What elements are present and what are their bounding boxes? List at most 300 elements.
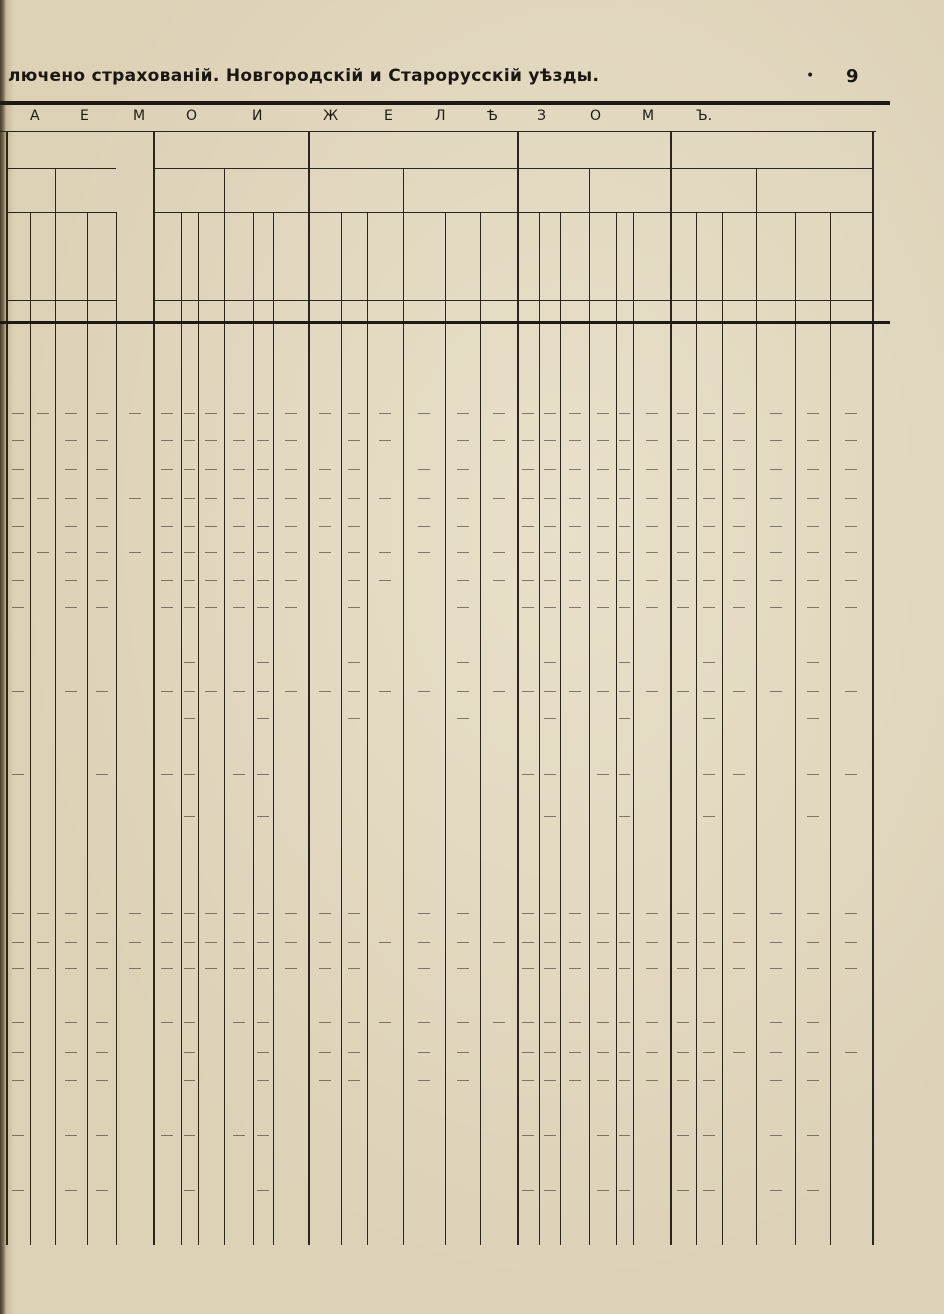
empty-dash bbox=[544, 913, 556, 914]
column-rule bbox=[445, 212, 446, 1245]
empty-dash bbox=[12, 942, 24, 943]
empty-dash bbox=[96, 774, 108, 775]
empty-dash bbox=[597, 968, 609, 969]
empty-dash bbox=[677, 552, 689, 553]
column-rule bbox=[539, 212, 540, 1245]
empty-dash bbox=[348, 580, 360, 581]
empty-dash bbox=[845, 580, 857, 581]
column-rule bbox=[341, 212, 342, 1245]
empty-dash bbox=[522, 913, 534, 914]
empty-dash bbox=[619, 440, 630, 441]
empty-dash bbox=[544, 1052, 556, 1053]
empty-dash bbox=[619, 942, 630, 943]
empty-dash bbox=[96, 552, 108, 553]
empty-dash bbox=[285, 691, 297, 692]
empty-dash bbox=[619, 1135, 630, 1136]
empty-dash bbox=[161, 691, 173, 692]
empty-dash bbox=[379, 580, 391, 581]
empty-dash bbox=[285, 552, 297, 553]
empty-dash bbox=[733, 498, 745, 499]
empty-dash bbox=[418, 1080, 430, 1081]
empty-dash bbox=[12, 607, 24, 608]
empty-dash bbox=[619, 1080, 630, 1081]
empty-dash bbox=[233, 774, 245, 775]
empty-dash bbox=[703, 691, 715, 692]
empty-dash bbox=[233, 552, 245, 553]
empty-dash bbox=[184, 1052, 195, 1053]
empty-dash bbox=[348, 691, 360, 692]
empty-dash bbox=[96, 1052, 108, 1053]
empty-dash bbox=[257, 691, 269, 692]
empty-dash bbox=[319, 1052, 331, 1053]
group-rule bbox=[517, 168, 670, 169]
empty-dash bbox=[569, 498, 581, 499]
column-rule bbox=[253, 212, 254, 1245]
empty-dash bbox=[569, 607, 581, 608]
empty-dash bbox=[257, 1135, 269, 1136]
empty-dash bbox=[646, 968, 658, 969]
empty-dash bbox=[12, 1135, 24, 1136]
empty-dash bbox=[703, 1190, 715, 1191]
empty-dash bbox=[845, 774, 857, 775]
empty-dash bbox=[619, 607, 630, 608]
empty-dash bbox=[418, 469, 430, 470]
label-bottom-rule bbox=[308, 300, 517, 301]
subgroup-rule bbox=[224, 168, 225, 1245]
empty-dash bbox=[457, 580, 469, 581]
empty-dash bbox=[807, 498, 819, 499]
empty-dash bbox=[233, 469, 245, 470]
empty-dash bbox=[184, 691, 195, 692]
empty-dash bbox=[770, 968, 782, 969]
empty-dash bbox=[646, 552, 658, 553]
spread-letter: Ѣ bbox=[487, 108, 498, 124]
empty-dash bbox=[418, 1052, 430, 1053]
empty-dash bbox=[205, 580, 217, 581]
empty-dash bbox=[544, 718, 556, 719]
empty-dash bbox=[65, 1080, 77, 1081]
empty-dash bbox=[233, 1022, 245, 1023]
empty-dash bbox=[161, 1135, 173, 1136]
empty-dash bbox=[129, 498, 141, 499]
empty-dash bbox=[161, 498, 173, 499]
empty-dash bbox=[233, 968, 245, 969]
empty-dash bbox=[65, 580, 77, 581]
empty-dash bbox=[12, 691, 24, 692]
empty-dash bbox=[544, 526, 556, 527]
empty-dash bbox=[12, 1080, 24, 1081]
empty-dash bbox=[703, 1135, 715, 1136]
empty-dash bbox=[285, 968, 297, 969]
empty-dash bbox=[493, 580, 505, 581]
spread-heading bbox=[0, 108, 730, 130]
empty-dash bbox=[129, 413, 141, 414]
subgroup-rule bbox=[756, 168, 757, 1245]
empty-dash bbox=[418, 526, 430, 527]
empty-dash bbox=[677, 942, 689, 943]
empty-dash bbox=[65, 691, 77, 692]
empty-dash bbox=[379, 691, 391, 692]
empty-dash bbox=[96, 968, 108, 969]
empty-dash bbox=[493, 552, 505, 553]
empty-dash bbox=[257, 718, 269, 719]
empty-dash bbox=[96, 1080, 108, 1081]
empty-dash bbox=[257, 1022, 269, 1023]
empty-dash bbox=[646, 413, 658, 414]
empty-dash bbox=[348, 526, 360, 527]
empty-dash bbox=[457, 552, 469, 553]
empty-dash bbox=[677, 1022, 689, 1023]
empty-dash bbox=[544, 580, 556, 581]
empty-dash bbox=[233, 498, 245, 499]
empty-dash bbox=[205, 498, 217, 499]
empty-dash bbox=[619, 580, 630, 581]
empty-dash bbox=[12, 1190, 24, 1191]
empty-dash bbox=[703, 942, 715, 943]
empty-dash bbox=[348, 413, 360, 414]
empty-dash bbox=[646, 942, 658, 943]
empty-dash bbox=[770, 691, 782, 692]
spread-letter: О bbox=[590, 108, 602, 124]
empty-dash bbox=[703, 1052, 715, 1053]
empty-dash bbox=[807, 913, 819, 914]
empty-dash bbox=[845, 607, 857, 608]
empty-dash bbox=[12, 774, 24, 775]
empty-dash bbox=[379, 942, 391, 943]
empty-dash bbox=[807, 1052, 819, 1053]
spread-letter: М bbox=[642, 108, 655, 124]
empty-dash bbox=[770, 1052, 782, 1053]
empty-dash bbox=[418, 498, 430, 499]
empty-dash bbox=[770, 1190, 782, 1191]
empty-dash bbox=[646, 526, 658, 527]
column-rule bbox=[6, 131, 8, 1245]
empty-dash bbox=[619, 498, 630, 499]
empty-dash bbox=[96, 1022, 108, 1023]
empty-dash bbox=[770, 1135, 782, 1136]
empty-dash bbox=[65, 942, 77, 943]
column-rule bbox=[830, 212, 831, 1245]
column-rule bbox=[153, 131, 155, 1245]
empty-dash bbox=[379, 413, 391, 414]
empty-dash bbox=[457, 607, 469, 608]
empty-dash bbox=[619, 552, 630, 553]
empty-dash bbox=[703, 774, 715, 775]
empty-dash bbox=[96, 913, 108, 914]
empty-dash bbox=[807, 662, 819, 663]
column-rule bbox=[560, 212, 561, 1245]
empty-dash bbox=[161, 413, 173, 414]
group-rule bbox=[670, 168, 872, 169]
empty-dash bbox=[457, 1080, 469, 1081]
empty-dash bbox=[493, 440, 505, 441]
empty-dash bbox=[184, 718, 195, 719]
empty-dash bbox=[319, 968, 331, 969]
ink-dot: • bbox=[806, 68, 815, 84]
empty-dash bbox=[522, 774, 534, 775]
empty-dash bbox=[457, 913, 469, 914]
empty-dash bbox=[845, 469, 857, 470]
empty-dash bbox=[703, 413, 715, 414]
empty-dash bbox=[257, 440, 269, 441]
empty-dash bbox=[677, 968, 689, 969]
empty-dash bbox=[184, 1135, 195, 1136]
empty-dash bbox=[12, 552, 24, 553]
empty-dash bbox=[348, 552, 360, 553]
empty-dash bbox=[257, 913, 269, 914]
empty-dash bbox=[522, 1080, 534, 1081]
empty-dash bbox=[807, 413, 819, 414]
empty-dash bbox=[569, 552, 581, 553]
empty-dash bbox=[37, 913, 49, 914]
empty-dash bbox=[233, 580, 245, 581]
empty-dash bbox=[703, 552, 715, 553]
empty-dash bbox=[807, 774, 819, 775]
empty-dash bbox=[522, 691, 534, 692]
empty-dash bbox=[807, 942, 819, 943]
empty-dash bbox=[845, 498, 857, 499]
empty-dash bbox=[597, 942, 609, 943]
column-rule bbox=[87, 212, 88, 1245]
subgroup-bottom-rule bbox=[517, 212, 670, 213]
subgroup-rule bbox=[55, 168, 56, 1245]
empty-dash bbox=[457, 1022, 469, 1023]
empty-dash bbox=[161, 552, 173, 553]
empty-dash bbox=[161, 968, 173, 969]
empty-dash bbox=[845, 526, 857, 527]
empty-dash bbox=[418, 552, 430, 553]
empty-dash bbox=[257, 662, 269, 663]
empty-dash bbox=[205, 607, 217, 608]
empty-dash bbox=[544, 691, 556, 692]
empty-dash bbox=[807, 1190, 819, 1191]
empty-dash bbox=[619, 718, 630, 719]
empty-dash bbox=[257, 552, 269, 553]
empty-dash bbox=[319, 413, 331, 414]
empty-dash bbox=[807, 580, 819, 581]
empty-dash bbox=[285, 413, 297, 414]
empty-dash bbox=[569, 1080, 581, 1081]
empty-dash bbox=[544, 942, 556, 943]
empty-dash bbox=[257, 816, 269, 817]
empty-dash bbox=[65, 1022, 77, 1023]
empty-dash bbox=[418, 413, 430, 414]
empty-dash bbox=[161, 607, 173, 608]
empty-dash bbox=[257, 526, 269, 527]
column-rule bbox=[696, 212, 697, 1245]
empty-dash bbox=[418, 691, 430, 692]
empty-dash bbox=[184, 774, 195, 775]
empty-dash bbox=[807, 1022, 819, 1023]
empty-dash bbox=[807, 968, 819, 969]
empty-dash bbox=[319, 942, 331, 943]
column-rule bbox=[367, 212, 368, 1245]
empty-dash bbox=[319, 552, 331, 553]
empty-dash bbox=[544, 413, 556, 414]
empty-dash bbox=[205, 942, 217, 943]
empty-dash bbox=[257, 1080, 269, 1081]
empty-dash bbox=[348, 469, 360, 470]
empty-dash bbox=[770, 580, 782, 581]
empty-dash bbox=[205, 968, 217, 969]
empty-dash bbox=[348, 440, 360, 441]
subgroup-bottom-rule bbox=[153, 212, 308, 213]
empty-dash bbox=[12, 968, 24, 969]
empty-dash bbox=[285, 469, 297, 470]
empty-dash bbox=[184, 469, 195, 470]
empty-dash bbox=[37, 942, 49, 943]
empty-dash bbox=[418, 968, 430, 969]
empty-dash bbox=[65, 607, 77, 608]
empty-dash bbox=[348, 662, 360, 663]
empty-dash bbox=[161, 469, 173, 470]
empty-dash bbox=[807, 691, 819, 692]
empty-dash bbox=[184, 1190, 195, 1191]
spread-letter: Ъ. bbox=[696, 108, 713, 124]
empty-dash bbox=[184, 942, 195, 943]
empty-dash bbox=[703, 1080, 715, 1081]
empty-dash bbox=[65, 413, 77, 414]
empty-dash bbox=[348, 1080, 360, 1081]
empty-dash bbox=[457, 413, 469, 414]
empty-dash bbox=[770, 913, 782, 914]
empty-dash bbox=[319, 691, 331, 692]
spread-letter: Ж bbox=[323, 108, 339, 124]
spread-letter: Е bbox=[384, 108, 393, 124]
empty-dash bbox=[807, 816, 819, 817]
empty-dash bbox=[348, 718, 360, 719]
empty-dash bbox=[184, 413, 195, 414]
empty-dash bbox=[379, 1022, 391, 1023]
empty-dash bbox=[703, 440, 715, 441]
empty-dash bbox=[569, 413, 581, 414]
empty-dash bbox=[733, 526, 745, 527]
empty-dash bbox=[257, 607, 269, 608]
empty-dash bbox=[12, 469, 24, 470]
empty-dash bbox=[807, 1080, 819, 1081]
empty-dash bbox=[770, 1022, 782, 1023]
empty-dash bbox=[205, 413, 217, 414]
empty-dash bbox=[37, 498, 49, 499]
empty-dash bbox=[129, 968, 141, 969]
label-bottom-rule bbox=[517, 300, 670, 301]
empty-dash bbox=[65, 968, 77, 969]
column-rule bbox=[872, 131, 874, 1245]
empty-dash bbox=[205, 526, 217, 527]
empty-dash bbox=[597, 413, 609, 414]
empty-dash bbox=[96, 498, 108, 499]
empty-dash bbox=[233, 440, 245, 441]
empty-dash bbox=[96, 469, 108, 470]
empty-dash bbox=[348, 607, 360, 608]
empty-dash bbox=[96, 413, 108, 414]
empty-dash bbox=[619, 469, 630, 470]
empty-dash bbox=[677, 691, 689, 692]
empty-dash bbox=[733, 413, 745, 414]
empty-dash bbox=[257, 1190, 269, 1191]
empty-dash bbox=[457, 691, 469, 692]
empty-dash bbox=[65, 552, 77, 553]
empty-dash bbox=[619, 526, 630, 527]
spread-letter: Л bbox=[435, 108, 446, 124]
empty-dash bbox=[184, 552, 195, 553]
empty-dash bbox=[597, 526, 609, 527]
empty-dash bbox=[233, 413, 245, 414]
empty-dash bbox=[597, 552, 609, 553]
empty-dash bbox=[522, 580, 534, 581]
empty-dash bbox=[845, 440, 857, 441]
empty-dash bbox=[12, 498, 24, 499]
empty-dash bbox=[96, 1135, 108, 1136]
column-rule bbox=[795, 212, 796, 1245]
empty-dash bbox=[184, 913, 195, 914]
empty-dash bbox=[457, 1052, 469, 1053]
empty-dash bbox=[522, 1052, 534, 1053]
empty-dash bbox=[703, 469, 715, 470]
empty-dash bbox=[285, 440, 297, 441]
empty-dash bbox=[12, 913, 24, 914]
empty-dash bbox=[597, 1190, 609, 1191]
subgroup-rule bbox=[403, 168, 404, 1245]
empty-dash bbox=[733, 913, 745, 914]
empty-dash bbox=[96, 1190, 108, 1191]
empty-dash bbox=[161, 913, 173, 914]
empty-dash bbox=[569, 526, 581, 527]
empty-dash bbox=[770, 413, 782, 414]
empty-dash bbox=[569, 440, 581, 441]
empty-dash bbox=[37, 552, 49, 553]
empty-dash bbox=[379, 498, 391, 499]
empty-dash bbox=[703, 1022, 715, 1023]
empty-dash bbox=[597, 607, 609, 608]
empty-dash bbox=[493, 691, 505, 692]
empty-dash bbox=[569, 691, 581, 692]
empty-dash bbox=[544, 968, 556, 969]
empty-dash bbox=[544, 469, 556, 470]
empty-dash bbox=[233, 526, 245, 527]
column-rule bbox=[198, 212, 199, 1245]
empty-dash bbox=[457, 968, 469, 969]
empty-dash bbox=[348, 1052, 360, 1053]
empty-dash bbox=[845, 1052, 857, 1053]
empty-dash bbox=[597, 913, 609, 914]
empty-dash bbox=[733, 942, 745, 943]
empty-dash bbox=[677, 469, 689, 470]
empty-dash bbox=[677, 1190, 689, 1191]
empty-dash bbox=[677, 498, 689, 499]
empty-dash bbox=[770, 1080, 782, 1081]
empty-dash bbox=[129, 942, 141, 943]
column-rule bbox=[722, 212, 723, 1245]
empty-dash bbox=[12, 1052, 24, 1053]
empty-dash bbox=[646, 440, 658, 441]
empty-dash bbox=[285, 526, 297, 527]
column-rule bbox=[308, 131, 310, 1245]
empty-dash bbox=[285, 607, 297, 608]
empty-dash bbox=[597, 580, 609, 581]
empty-dash bbox=[233, 913, 245, 914]
spread-letter: А bbox=[30, 108, 40, 124]
header-bottom-rule bbox=[0, 321, 890, 324]
empty-dash bbox=[544, 816, 556, 817]
empty-dash bbox=[522, 1135, 534, 1136]
empty-dash bbox=[845, 691, 857, 692]
empty-dash bbox=[184, 662, 195, 663]
empty-dash bbox=[677, 440, 689, 441]
empty-dash bbox=[184, 440, 195, 441]
empty-dash bbox=[770, 469, 782, 470]
empty-dash bbox=[703, 718, 715, 719]
